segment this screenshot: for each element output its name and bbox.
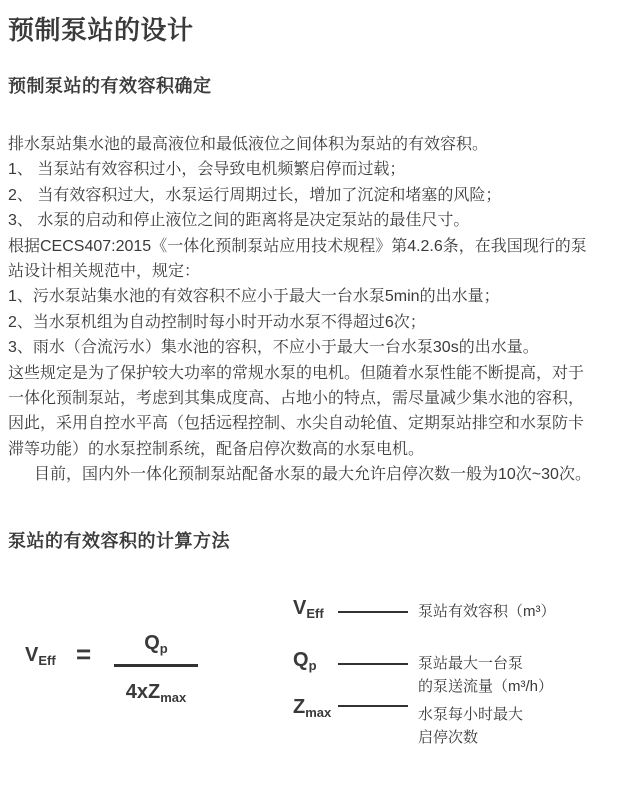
legend-label <box>418 652 553 698</box>
body-line: 因此，采用自控水平高（包括远程控制、水尖自动轮值、定期泵站排空和水泵防卡 <box>8 415 585 433</box>
denominator-subscript: max <box>160 690 187 705</box>
legend-label-line: 泵站有效容积（m³） <box>418 603 556 620</box>
legend-symbol-subscript: Eff <box>306 606 324 621</box>
legend-dash-line <box>338 611 408 613</box>
legend-symbol-base: Z <box>293 696 306 718</box>
legend-symbol-subscript: p <box>308 658 317 673</box>
legend-symbol-veff <box>293 596 338 626</box>
body-line: 3、雨水（合流污水）集水池的容积，不应小于最大一台水泵30s的出水量。 <box>8 339 539 357</box>
body-line: 根据CECS407:2015《一体化预制泵站应用技术规程》第4.2.6条，在我国现行的泵 <box>8 237 587 255</box>
fraction-denominator <box>114 680 198 710</box>
legend-row-qp <box>293 648 553 698</box>
formula-lhs-subscript: Eff <box>38 653 56 668</box>
body-text-block <box>8 132 614 488</box>
denominator-base: 4xZ <box>125 681 161 703</box>
numerator-subscript: p <box>159 641 168 656</box>
body-line: 3、 水泵的启动和停止液位之间的距离将是决定泵站的最佳尺寸。 <box>8 212 470 230</box>
equals-sign: = <box>76 639 92 669</box>
body-line: 滞等功能）的水泵控制系统，配备启停次数高的水泵电机。 <box>8 440 425 458</box>
numerator-base: Q <box>144 632 160 654</box>
body-line: 1、污水泵站集水池的有效容积不应小于最大一台水泵5min的出水量； <box>8 288 500 306</box>
section-heading-calculation-method: 泵站的有效容积的计算方法 <box>8 531 230 551</box>
legend-row-zmax <box>293 695 523 749</box>
fraction-numerator <box>114 632 198 660</box>
legend-label <box>418 600 556 623</box>
body-line: 站设计相关规范中，规定： <box>8 263 201 281</box>
legend-label-line: 水泵每小时最大 <box>418 706 524 723</box>
legend-label-line: 泵站最大一台泵 <box>418 655 524 672</box>
formula-fraction <box>114 632 198 710</box>
body-line: 2、当水泵机组为自动控制时每小时开动水泵不得超过6次； <box>8 313 426 331</box>
page-title: 预制泵站的设计 <box>8 15 194 45</box>
legend-symbol-zmax <box>293 695 338 725</box>
legend-symbol-subscript: max <box>305 705 332 720</box>
legend-label-line: 启停次数 <box>418 729 479 746</box>
legend-label <box>418 703 523 749</box>
legend-symbol-base: Q <box>293 649 309 671</box>
legend-dash-line <box>338 705 408 707</box>
legend-label-line: 的泵送流量（m³/h） <box>418 678 554 695</box>
fraction-bar <box>114 664 198 667</box>
body-line: 排水泵站集水池的最高液位和最低液位之间体积为泵站的有效容积。 <box>8 136 489 153</box>
body-line: 2、 当有效容积过大，水泵运行周期过长，增加了沉淀和堵塞的风险； <box>8 186 502 204</box>
body-line: 1、 当泵站有效容积过小，会导致电机频繁启停而过载； <box>8 161 406 179</box>
legend-symbol-base: V <box>293 597 307 619</box>
body-line: 目前，国内外一体化预制泵站配备水泵的最大允许启停次数一般为10次~30次。 <box>34 466 591 484</box>
legend-dash-line <box>338 663 408 665</box>
body-line: 这些规定是为了保护较大功率的常规水泵的电机。但随着水泵性能不断提高，对于 <box>8 364 585 382</box>
body-line: 一体化预制泵站，考虑到其集成度高、占地小的特点，需尽量减少集水池的容积， <box>8 390 585 408</box>
formula-lhs-symbol <box>25 644 56 672</box>
formula-lhs-base: V <box>25 644 39 666</box>
section-heading-effective-volume: 预制泵站的有效容积确定 <box>8 76 212 96</box>
legend-symbol-qp <box>293 648 338 678</box>
legend-row-veff <box>293 596 556 626</box>
